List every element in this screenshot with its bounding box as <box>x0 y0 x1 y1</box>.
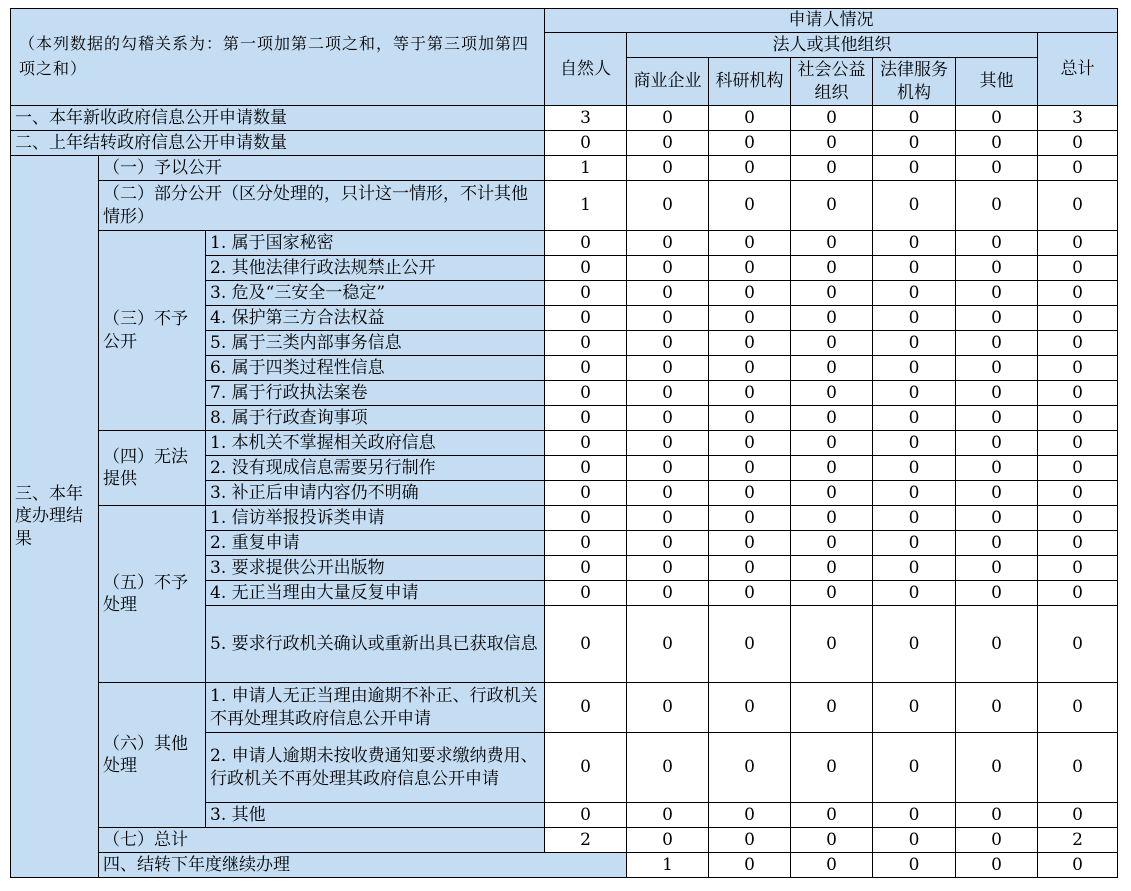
item-label: 5. 属于三类内部事务信息 <box>206 331 545 356</box>
table-cell: 0 <box>791 733 873 803</box>
item-label: 1. 申请人无正当理由逾期不补正、行政机关不再处理其政府信息公开申请 <box>206 683 545 733</box>
table-cell: 0 <box>627 181 709 231</box>
table-cell: 0 <box>873 406 956 431</box>
table-cell: 0 <box>791 256 873 281</box>
table-cell: 0 <box>791 683 873 733</box>
item-label: 6. 属于四类过程性信息 <box>206 356 545 381</box>
row-label-carried-over: 二、上年结转政府信息公开申请数量 <box>11 131 545 156</box>
table-cell: 0 <box>709 181 791 231</box>
table-cell: 0 <box>627 733 709 803</box>
table-cell: 0 <box>873 853 956 878</box>
table-cell: 0 <box>791 306 873 331</box>
table-cell: 0 <box>709 506 791 531</box>
table-cell: 0 <box>1038 531 1118 556</box>
table-cell: 0 <box>1038 281 1118 306</box>
table-cell: 0 <box>545 306 627 331</box>
table-cell: 0 <box>709 803 791 828</box>
table-cell: 0 <box>1038 581 1118 606</box>
table-cell: 0 <box>709 131 791 156</box>
table-cell: 2 <box>1038 828 1118 853</box>
table-cell: 0 <box>956 733 1038 803</box>
item-label: 1. 信访举报投诉类申请 <box>206 506 545 531</box>
table-cell: 0 <box>1038 181 1118 231</box>
table-cell: 0 <box>956 481 1038 506</box>
table-cell: 0 <box>956 256 1038 281</box>
natural-person-header: 自然人 <box>545 33 627 106</box>
table-cell: 0 <box>627 231 709 256</box>
table-cell: 0 <box>627 581 709 606</box>
legal-person-group-header: 法人或其他组织 <box>627 33 1038 58</box>
table-cell: 0 <box>545 556 627 581</box>
table-cell: 1 <box>545 156 627 181</box>
table-cell: 0 <box>956 456 1038 481</box>
col-header-other: 其他 <box>956 58 1038 106</box>
table-cell: 0 <box>709 381 791 406</box>
table-cell: 0 <box>1038 456 1118 481</box>
table-cell: 0 <box>873 581 956 606</box>
row-label-new-requests: 一、本年新收政府信息公开申请数量 <box>11 106 545 131</box>
table-cell: 0 <box>956 131 1038 156</box>
table-cell: 0 <box>791 803 873 828</box>
table-cell: 0 <box>873 381 956 406</box>
item-label: 3. 其他 <box>206 803 545 828</box>
row-label-carry-forward: 四、结转下年度继续办理 <box>99 853 627 878</box>
table-cell: 0 <box>627 281 709 306</box>
table-cell: 0 <box>627 406 709 431</box>
table-cell: 0 <box>956 506 1038 531</box>
table-cell: 0 <box>873 106 956 131</box>
table-cell: 0 <box>1038 381 1118 406</box>
table-cell: 0 <box>873 306 956 331</box>
table-cell: 0 <box>956 581 1038 606</box>
table-cell: 0 <box>545 381 627 406</box>
table-cell: 0 <box>791 556 873 581</box>
table-cell: 0 <box>1038 506 1118 531</box>
table-cell: 0 <box>1038 256 1118 281</box>
table-cell: 0 <box>791 606 873 683</box>
table-cell: 0 <box>956 556 1038 581</box>
table-cell: 0 <box>956 828 1038 853</box>
table-cell: 0 <box>956 853 1038 878</box>
table-cell: 0 <box>873 331 956 356</box>
table-cell: 0 <box>545 531 627 556</box>
table-cell: 0 <box>709 733 791 803</box>
table-cell: 0 <box>791 231 873 256</box>
item-label: 3. 要求提供公开出版物 <box>206 556 545 581</box>
table-cell: 0 <box>873 356 956 381</box>
table-cell: 0 <box>709 456 791 481</box>
table-cell: 0 <box>873 131 956 156</box>
table-cell: 0 <box>709 281 791 306</box>
item-label: 3. 补正后申请内容仍不明确 <box>206 481 545 506</box>
table-cell: 0 <box>545 803 627 828</box>
table-cell: 0 <box>873 181 956 231</box>
government-info-disclosure-table <box>10 8 1118 878</box>
total-header: 总计 <box>1038 33 1118 106</box>
table-cell: 0 <box>1038 131 1118 156</box>
item-label: 4. 保护第三方合法权益 <box>206 306 545 331</box>
table-cell: 0 <box>627 331 709 356</box>
table-cell: 0 <box>956 803 1038 828</box>
table-cell: 0 <box>956 331 1038 356</box>
table-cell: 0 <box>545 606 627 683</box>
table-cell: 0 <box>627 606 709 683</box>
row-label-results: 三、本年度办理结果 <box>11 156 99 878</box>
table-cell: 0 <box>1038 481 1118 506</box>
table-cell: 0 <box>1038 431 1118 456</box>
table-cell: 0 <box>1038 331 1118 356</box>
table-cell: 0 <box>627 531 709 556</box>
table-cell: 0 <box>627 506 709 531</box>
table-cell: 0 <box>545 481 627 506</box>
item-label: 3. 危及“三安全一稳定” <box>206 281 545 306</box>
table-cell: 0 <box>627 803 709 828</box>
table-cell: 0 <box>956 431 1038 456</box>
table-cell: 0 <box>545 331 627 356</box>
table-cell: 0 <box>956 381 1038 406</box>
item-label: 4. 无正当理由大量反复申请 <box>206 581 545 606</box>
table-cell: 3 <box>1038 106 1118 131</box>
table-cell: 0 <box>1038 156 1118 181</box>
item-label: 1. 本机关不掌握相关政府信息 <box>206 431 545 456</box>
table-cell: 0 <box>627 456 709 481</box>
table-cell: 0 <box>956 683 1038 733</box>
table-cell: 0 <box>791 531 873 556</box>
table-cell: 0 <box>709 406 791 431</box>
table-cell: 0 <box>709 481 791 506</box>
table-cell: 0 <box>791 581 873 606</box>
table-cell: 0 <box>627 256 709 281</box>
table-cell: 0 <box>709 683 791 733</box>
table-cell: 0 <box>1038 356 1118 381</box>
table-cell: 0 <box>709 106 791 131</box>
table-cell: 0 <box>873 431 956 456</box>
table-cell: 0 <box>791 356 873 381</box>
table-cell: 0 <box>1038 306 1118 331</box>
table-cell: 0 <box>627 683 709 733</box>
table-cell: 0 <box>873 733 956 803</box>
table-cell: 0 <box>709 581 791 606</box>
table-cell: 0 <box>627 556 709 581</box>
table-cell: 0 <box>1038 231 1118 256</box>
table-cell: 0 <box>709 356 791 381</box>
table-cell: 0 <box>873 481 956 506</box>
item-label: 5. 要求行政机关确认或重新出具已获取信息 <box>206 606 545 683</box>
table-cell: 0 <box>627 381 709 406</box>
applicant-situation-header: 申请人情况 <box>545 9 1118 33</box>
table-cell: 0 <box>545 356 627 381</box>
table-cell: 0 <box>956 106 1038 131</box>
table-cell: 0 <box>1038 733 1118 803</box>
group-label-not-disclosed: （三）不予公开 <box>99 231 206 431</box>
table-cell: 0 <box>956 231 1038 256</box>
table-cell: 0 <box>791 431 873 456</box>
table-cell: 0 <box>791 828 873 853</box>
table-cell: 0 <box>545 256 627 281</box>
table-cell: 0 <box>1038 606 1118 683</box>
group-label-subtotal: （七）总计 <box>99 828 545 853</box>
table-cell: 0 <box>627 106 709 131</box>
table-cell: 0 <box>709 556 791 581</box>
item-label: 2. 其他法律行政法规禁止公开 <box>206 256 545 281</box>
table-cell: 0 <box>1038 556 1118 581</box>
table-cell: 0 <box>791 381 873 406</box>
table-cell: 0 <box>1038 853 1118 878</box>
table-cell: 0 <box>873 256 956 281</box>
table-cell: 0 <box>956 306 1038 331</box>
table-cell: 0 <box>709 306 791 331</box>
col-header-public-welfare: 社会公益组织 <box>791 58 873 106</box>
table-cell: 0 <box>709 531 791 556</box>
table-cell: 1 <box>627 853 709 878</box>
item-label: 1. 属于国家秘密 <box>206 231 545 256</box>
table-cell: 0 <box>545 733 627 803</box>
table-cell: 0 <box>627 306 709 331</box>
table-cell: 0 <box>873 683 956 733</box>
item-label: 2. 重复申请 <box>206 531 545 556</box>
table-cell: 0 <box>791 853 873 878</box>
table-cell: 0 <box>545 506 627 531</box>
table-cell: 2 <box>545 828 627 853</box>
table-cell: 0 <box>873 456 956 481</box>
table-cell: 0 <box>1038 803 1118 828</box>
table-cell: 0 <box>709 828 791 853</box>
table-cell: 0 <box>545 456 627 481</box>
table-cell: 0 <box>791 106 873 131</box>
table-cell: 0 <box>709 853 791 878</box>
table-cell: 0 <box>791 506 873 531</box>
table-cell: 0 <box>709 606 791 683</box>
table-cell: 0 <box>1038 406 1118 431</box>
col-header-research: 科研机构 <box>709 58 791 106</box>
table-cell: 0 <box>956 606 1038 683</box>
table-cell: 0 <box>873 231 956 256</box>
table-cell: 0 <box>627 481 709 506</box>
col-header-legal-service: 法律服务机构 <box>873 58 956 106</box>
col-header-business: 商业企业 <box>627 58 709 106</box>
table-cell: 0 <box>791 281 873 306</box>
table-cell: 0 <box>627 356 709 381</box>
item-label: 8. 属于行政查询事项 <box>206 406 545 431</box>
table-cell: 0 <box>791 481 873 506</box>
table-cell: 0 <box>627 131 709 156</box>
table-cell: 0 <box>873 803 956 828</box>
table-cell: 0 <box>791 406 873 431</box>
table-cell: 0 <box>873 606 956 683</box>
item-label: 7. 属于行政执法案卷 <box>206 381 545 406</box>
table-cell: 3 <box>545 106 627 131</box>
table-cell: 0 <box>545 406 627 431</box>
table-cell: 0 <box>627 156 709 181</box>
table-cell: 0 <box>709 156 791 181</box>
item-label: 2. 没有现成信息需要另行制作 <box>206 456 545 481</box>
table-cell: 0 <box>709 431 791 456</box>
table-cell: 0 <box>791 156 873 181</box>
table-cell: 0 <box>873 506 956 531</box>
table-cell: 0 <box>709 256 791 281</box>
table-cell: 0 <box>1038 683 1118 733</box>
table-cell: 0 <box>545 281 627 306</box>
group-label-not-processed: （五）不予处理 <box>99 506 206 683</box>
table-cell: 0 <box>791 181 873 231</box>
table-cell: 0 <box>791 331 873 356</box>
table-cell: 0 <box>545 231 627 256</box>
table-cell: 0 <box>709 231 791 256</box>
table-cell: 0 <box>545 431 627 456</box>
table-cell: 0 <box>956 356 1038 381</box>
table-cell: 0 <box>627 431 709 456</box>
table-cell: 0 <box>545 131 627 156</box>
group-label-other-handling: （六）其他处理 <box>99 683 206 828</box>
table-cell: 0 <box>873 556 956 581</box>
group-label-cannot-provide: （四）无法提供 <box>99 431 206 506</box>
group-label-disclosed: （一）予以公开 <box>99 156 545 181</box>
table-cell: 0 <box>873 156 956 181</box>
table-cell: 0 <box>873 281 956 306</box>
table-cell: 0 <box>956 531 1038 556</box>
table-cell: 1 <box>545 181 627 231</box>
table-cell: 0 <box>627 828 709 853</box>
relation-note: （本列数据的勾稽关系为：第一项加第二项之和，等于第三项加第四项之和） <box>11 9 545 106</box>
table-cell: 0 <box>545 581 627 606</box>
table-cell: 0 <box>545 683 627 733</box>
table-cell: 0 <box>873 828 956 853</box>
table-cell: 0 <box>709 331 791 356</box>
table-cell: 0 <box>956 181 1038 231</box>
group-label-partially-disclosed: （二）部分公开（区分处理的，只计这一情形，不计其他情形） <box>99 181 545 231</box>
table-cell: 0 <box>873 531 956 556</box>
table-cell: 0 <box>791 456 873 481</box>
item-label: 2. 申请人逾期未按收费通知要求缴纳费用、行政机关不再处理其政府信息公开申请 <box>206 733 545 803</box>
table-cell: 0 <box>956 406 1038 431</box>
table-cell: 0 <box>956 281 1038 306</box>
table-cell: 0 <box>791 131 873 156</box>
table-cell: 0 <box>956 156 1038 181</box>
